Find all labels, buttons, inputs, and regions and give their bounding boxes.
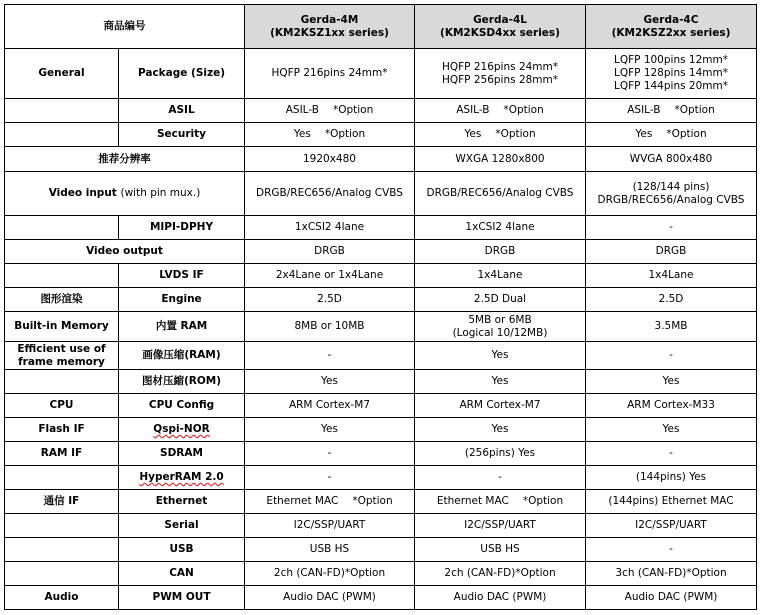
cell-value: 3ch (CAN-FD) [615,567,687,579]
group-general-cont [5,99,119,123]
table-row [5,466,757,490]
cell-asil-4c [586,99,757,123]
group-efficient-memory-cont [5,370,119,394]
group-comm-if: 通信 IF [5,490,119,514]
cell-asil-4l [415,99,586,123]
cell-package-4l [415,49,586,99]
cell-line: HQFP 256pins 28mm* [441,73,559,86]
label-text: Qspi-NOR [153,423,210,435]
option-note: *Option [344,567,386,579]
model-header-gerda-4c [586,5,757,49]
cell-compress-rom-4c: Yes [586,370,757,394]
cell-can-4m [245,562,415,586]
group-general-cont [5,123,119,147]
option-note: *Option [332,104,374,116]
cell-video-output-4l: DRGB [415,240,586,264]
model-series: (KM2KSD4xx series) [440,26,560,39]
cell-line: LQFP 144pins 20mm* [614,80,728,92]
cell-value: Yes [635,128,653,140]
table-row [5,288,757,312]
cell-serial-4c: I2C/SSP/UART [586,514,757,538]
model-name: Gerda-4L [473,13,527,26]
group-video-input-cont [5,216,119,240]
group-cpu: CPU [5,394,119,418]
table-row [5,312,757,342]
cell-engine-4c: 2.5D [586,288,757,312]
table-row [5,147,757,172]
spec-comparison-table [4,4,757,610]
cell-usb-4c: - [586,538,757,562]
option-note: *Option [324,128,366,140]
row-label-asil: ASIL [119,99,245,123]
model-header-gerda-4m [245,5,415,49]
group-graphics: 图形渲染 [5,288,119,312]
table-row [5,370,757,394]
cell-ethernet-4l [415,490,586,514]
cell-lvds-4m: 2x4Lane or 1x4Lane [245,264,415,288]
cell-usb-4l: USB HS [415,538,586,562]
group-ram-if-cont [5,466,119,490]
cell-line: LQFP 128pins 14mm* [614,67,728,79]
row-label-qspi-nor [119,418,245,442]
cell-serial-4l: I2C/SSP/UART [415,514,586,538]
group-comm-if-cont [5,538,119,562]
cell-cpu-4m: ARM Cortex-M7 [245,394,415,418]
cell-line: 5MB or 6MB [468,313,532,326]
cell-hyperram-4m: - [245,466,415,490]
model-series: (KM2KSZ2xx series) [611,26,731,39]
cell-video-input-4l: DRGB/REC656/Analog CVBS [415,172,586,216]
group-efficient-memory [5,342,119,370]
cell-value: ASIL-B [285,104,319,116]
option-note: *Option [686,567,727,579]
cell-compress-rom-4m: Yes [245,370,415,394]
cell-ethernet-4c: (144pins) Ethernet MAC [586,490,757,514]
model-name: Gerda-4M [300,13,359,26]
table-row [5,418,757,442]
cell-serial-4m: I2C/SSP/UART [245,514,415,538]
option-note: *Option [515,567,556,579]
cell-ethernet-4m [245,490,415,514]
row-label-package: Package (Size) [119,49,245,99]
row-label-usb: USB [119,538,245,562]
cell-video-input-4m: DRGB/REC656/Analog CVBS [245,172,415,216]
group-line: frame memory [18,355,105,368]
cell-sdram-4l: (256pins) Yes [415,442,586,466]
product-number-header: 商品编号 [5,5,245,49]
cell-cpu-4c: ARM Cortex-M33 [586,394,757,418]
table-row [5,562,757,586]
cell-value: Yes [293,128,311,140]
table-row [5,240,757,264]
row-label-image-compression-ram: 画像压缩(RAM) [119,342,245,370]
cell-mipi-4m: 1xCSI2 4lane [245,216,415,240]
model-series: (KM2KSZ1xx series) [270,26,389,39]
cell-line: HQFP 216pins 24mm* [441,60,559,73]
cell-lvds-4c: 1x4Lane [586,264,757,288]
group-ram-if: RAM IF [5,442,119,466]
cell-engine-4m: 2.5D [245,288,415,312]
group-built-in-memory: Built-in Memory [5,312,119,342]
cell-hyperram-4l: - [415,466,586,490]
table-row [5,514,757,538]
table-row [5,123,757,147]
row-label-engine: Engine [119,288,245,312]
row-label-can: CAN [119,562,245,586]
cell-video-input-4c [586,172,757,216]
cell-audio-4m: Audio DAC (PWM) [245,586,415,610]
cell-value: ASIL-B [627,104,661,116]
cell-asil-4m [245,99,415,123]
cell-resolution-4m: 1920x480 [245,147,415,172]
cell-mipi-4c: - [586,216,757,240]
row-label-cpu-config: CPU Config [119,394,245,418]
cell-can-4c [586,562,757,586]
cell-ram-4m: 8MB or 10MB [245,312,415,342]
option-note: *Option [674,104,715,116]
cell-line: (Logical 10/12MB) [452,326,548,339]
cell-compress-ram-4m: - [245,342,415,370]
cell-ram-4l [415,312,586,342]
row-label-resolution: 推荐分辨率 [5,147,245,172]
cell-package-4m: HQFP 216pins 24mm* [245,49,415,99]
cell-video-output-4c: DRGB [586,240,757,264]
option-note: *Option [495,128,536,140]
table-row [5,586,757,610]
cell-flash-4c: Yes [586,418,757,442]
row-label-sdram: SDRAM [119,442,245,466]
row-label-ram: 内置 RAM [119,312,245,342]
cell-audio-4c: Audio DAC (PWM) [586,586,757,610]
row-label-serial: Serial [119,514,245,538]
cell-flash-4m: Yes [245,418,415,442]
cell-resolution-4c: WVGA 800x480 [586,147,757,172]
row-label-pwm-out: PWM OUT [119,586,245,610]
option-note: *Option [522,495,564,507]
group-comm-if-cont [5,514,119,538]
table-row [5,342,757,370]
cell-cpu-4l: ARM Cortex-M7 [415,394,586,418]
group-video-output-cont [5,264,119,288]
row-label-ethernet: Ethernet [119,490,245,514]
cell-ram-4c: 3.5MB [586,312,757,342]
table-row [5,49,757,99]
cell-compress-rom-4l: Yes [415,370,586,394]
row-label-lvds: LVDS IF [119,264,245,288]
group-line: Efficient use of [17,342,106,355]
cell-value: Yes [464,128,482,140]
table-row [5,216,757,240]
cell-security-4l [415,123,586,147]
header-row [5,5,757,49]
cell-security-4c [586,123,757,147]
cell-value: ASIL-B [456,104,490,116]
table-row [5,264,757,288]
option-note: *Option [503,104,544,116]
row-label-hyperram [119,466,245,490]
table-row [5,394,757,418]
option-note: *Option [352,495,393,507]
group-flash-if: Flash IF [5,418,119,442]
cell-value: Ethernet MAC [266,495,339,507]
table-row [5,99,757,123]
group-comm-if-cont [5,562,119,586]
model-header-gerda-4l [415,5,586,49]
cell-sdram-4m: - [245,442,415,466]
group-general: General [5,49,119,99]
cell-line: DRGB/REC656/Analog CVBS [597,193,745,206]
table-row [5,490,757,514]
cell-lvds-4l: 1x4Lane [415,264,586,288]
cell-compress-ram-4l: Yes [415,342,586,370]
cell-line: (128/144 pins) [632,180,710,193]
row-label-video-output: Video output [5,240,245,264]
cell-can-4l [415,562,586,586]
model-name: Gerda-4C [643,13,699,26]
option-note: *Option [666,128,707,140]
label-text: HyperRAM 2.0 [139,471,224,483]
cell-engine-4l: 2.5D Dual [415,288,586,312]
cell-package-4c [586,49,757,99]
cell-sdram-4c: - [586,442,757,466]
table-row [5,538,757,562]
cell-line: LQFP 100pins 12mm* [614,54,728,66]
row-label-asset-compression-rom: 图材压縮(ROM) [119,370,245,394]
cell-mipi-4l: 1xCSI2 4lane [415,216,586,240]
cell-value: 2ch (CAN-FD) [444,567,516,579]
row-label-mipi: MIPI-DPHY [119,216,245,240]
cell-compress-ram-4c: - [586,342,757,370]
cell-video-output-4m: DRGB [245,240,415,264]
cell-flash-4l: Yes [415,418,586,442]
label-main: Video input [48,187,117,199]
cell-resolution-4l: WXGA 1280x800 [415,147,586,172]
cell-security-4m [245,123,415,147]
group-audio: Audio [5,586,119,610]
label-note: (with pin mux.) [120,187,201,199]
row-label-video-input [5,172,245,216]
cell-value: 2ch (CAN-FD) [273,567,345,579]
cell-usb-4m: USB HS [245,538,415,562]
cell-audio-4l: Audio DAC (PWM) [415,586,586,610]
table-row [5,442,757,466]
cell-hyperram-4c: (144pins) Yes [586,466,757,490]
cell-value: Ethernet MAC [436,495,509,507]
row-label-security: Security [119,123,245,147]
table-row [5,172,757,216]
